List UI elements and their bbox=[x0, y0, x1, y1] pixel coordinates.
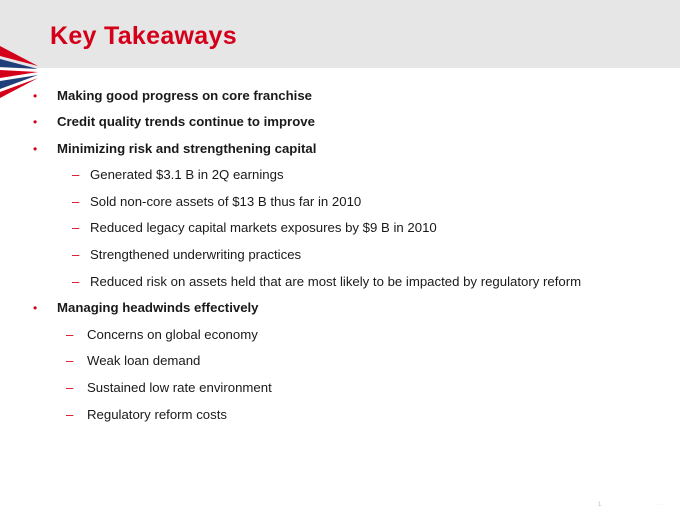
dash-marker: – bbox=[72, 167, 80, 182]
sub-bullet-text: Reduced risk on assets held that are most likely to be impacted by regulatory reform bbox=[90, 274, 582, 289]
bullet-marker: • bbox=[33, 301, 38, 315]
bullet-text: Making good progress on core franchise bbox=[57, 88, 313, 103]
dash-marker: – bbox=[66, 353, 74, 368]
sub-bullet-text: Strengthened underwriting practices bbox=[90, 247, 302, 262]
page-number: 1 bbox=[598, 502, 602, 508]
dash-marker: – bbox=[66, 380, 74, 395]
sub-bullet-text: Generated $3.1 B in 2Q earnings bbox=[90, 167, 284, 182]
sub-bullet-text: Weak loan demand bbox=[87, 353, 201, 368]
bullet-text: Managing headwinds effectively bbox=[57, 300, 259, 315]
dash-marker: – bbox=[66, 407, 74, 422]
sub-bullet-text: Sustained low rate environment bbox=[87, 380, 272, 395]
corner-mark: · · bbox=[658, 502, 664, 508]
dash-marker: – bbox=[72, 220, 80, 235]
dash-marker: – bbox=[66, 327, 74, 342]
dash-marker: – bbox=[72, 194, 80, 209]
sub-bullet-text: Regulatory reform costs bbox=[87, 407, 227, 422]
sub-bullet-text: Sold non-core assets of $13 B thus far in 2010 bbox=[90, 194, 362, 209]
bullet-text: Minimizing risk and strengthening capital bbox=[57, 141, 317, 156]
bullet-marker: • bbox=[33, 89, 38, 103]
bullet-text: Credit quality trends continue to improve bbox=[57, 114, 315, 129]
bullet-marker: • bbox=[33, 115, 38, 129]
dash-marker: – bbox=[72, 247, 80, 262]
dash-marker: – bbox=[72, 274, 80, 289]
bullet-marker: • bbox=[33, 142, 38, 156]
slide-title: Key Takeaways bbox=[50, 22, 237, 50]
sub-bullet-text: Reduced legacy capital markets exposures by $9 B in 2010 bbox=[90, 220, 437, 235]
sub-bullet-text: Concerns on global economy bbox=[87, 327, 258, 342]
